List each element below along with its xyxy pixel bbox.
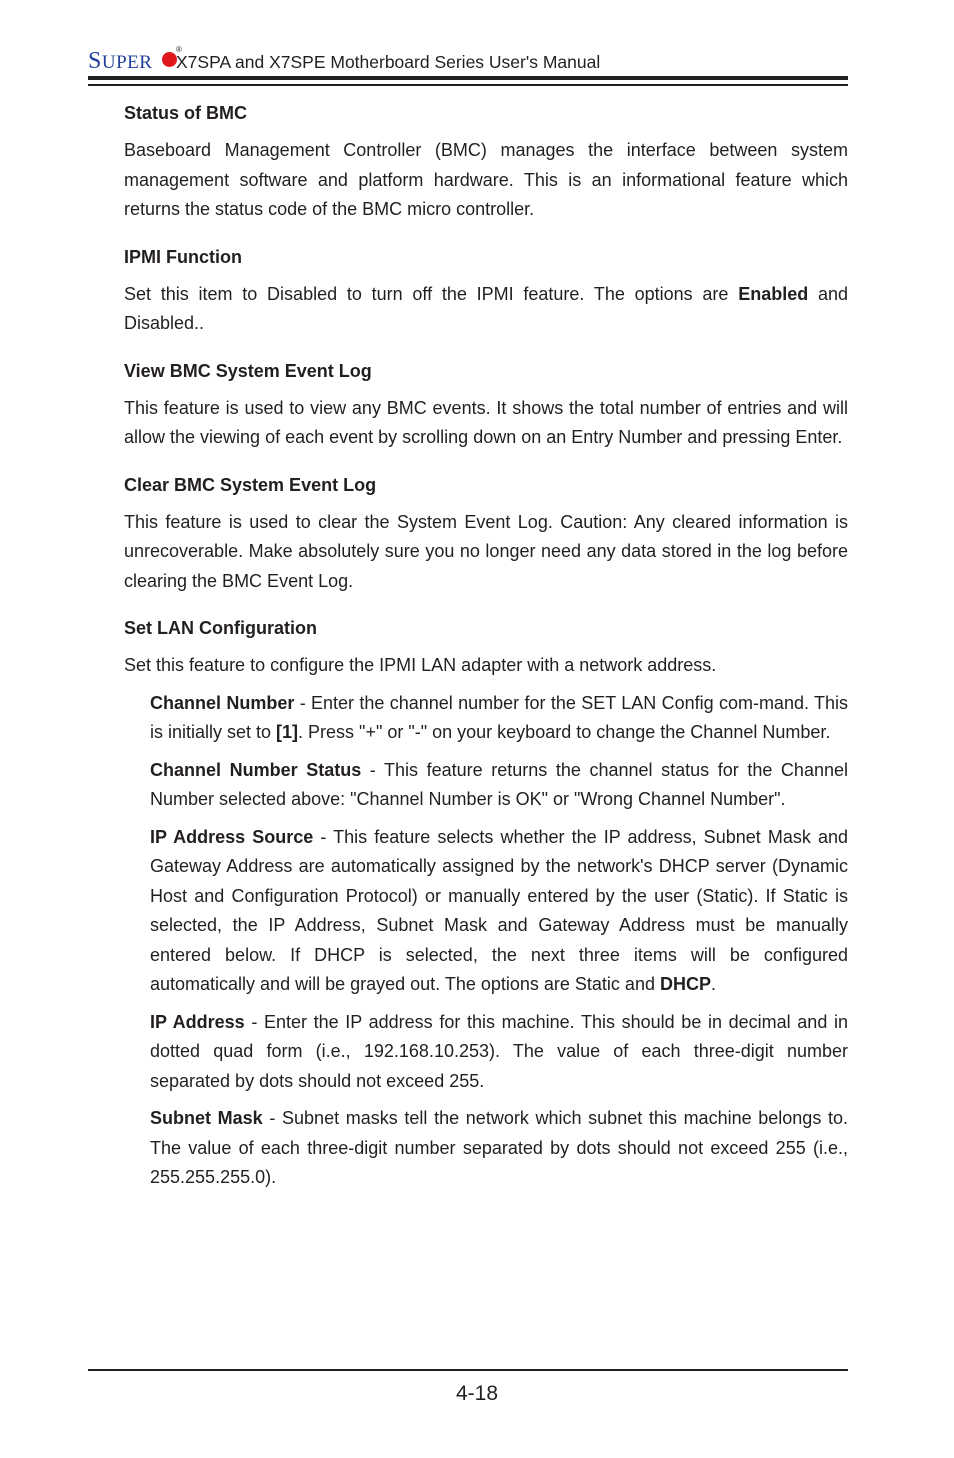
section-ipmi-function xyxy=(124,244,848,339)
logo-dot-icon xyxy=(162,52,177,67)
section-body: This feature is used to clear the System Event Log. Caution: Any cleared information is unrecoverable. Make absolutely sure you no longer need any data stored in the log before clearing the BMC Event Log. xyxy=(124,511,848,591)
header-rule-thick xyxy=(88,76,848,80)
registered-mark: ® xyxy=(176,45,182,54)
supermicro-logo: SUPER xyxy=(88,48,153,74)
section-heading: IPMI Function xyxy=(124,246,242,267)
manual-title: X7SPA and X7SPE Motherboard Series User's Manual xyxy=(176,52,601,72)
section-heading: View BMC System Event Log xyxy=(124,360,372,381)
section-lan-configuration xyxy=(124,615,848,1193)
section-heading: Status of BMC xyxy=(124,103,247,123)
section-body: Set this feature to configure the IPMI LAN adapter with a network address. xyxy=(124,655,717,675)
section-heading: Clear BMC System Event Log xyxy=(124,474,377,495)
section-clear-event-log xyxy=(124,472,848,597)
section-status-bmc xyxy=(124,100,848,225)
lan-subitems xyxy=(150,689,848,1193)
option-enabled: Enabled xyxy=(738,283,809,304)
item-ip-address: IP Address - Enter the IP address for this machine. This should be in decimal and in dotted quad form (i.e., 192.168.10.253). The value of each three-digit number separated by dots should not exceed 255. xyxy=(150,1011,848,1091)
item-subnet-mask: Subnet Mask - Subnet masks tell the network which subnet this machine belongs to. The value of each three-digit number separated by dots should not exceed 255 (i.e., 255.255.255.0). xyxy=(150,1108,849,1187)
section-view-event-log xyxy=(124,358,848,453)
item-ip-address-source: IP Address Source - This feature selects whether the IP address, Subnet Mask and Gateway Address are automatically assigned by the network's DHCP server (Dynamic Host and Configuration Protocol) or manually entered by the user (Static). If Static is selected, the IP Address, Subnet Mask and Gateway Address must be manually entered below. If DHCP is selected, the next three items will be configured automatically and will be grayed out. The options are Static and DHCP. xyxy=(150,826,848,994)
item-channel-number-status: Channel Number Status - This feature returns the channel status for the Channel Number selected above: "Channel Number is OK" or "Wrong Channel Number". xyxy=(150,759,848,809)
section-body: Set this item to Disabled to turn off the IPMI feature. The options are Enabled and Disabled.. xyxy=(124,283,848,333)
section-heading: Set LAN Configuration xyxy=(124,618,317,638)
item-channel-number: Channel Number - Enter the channel number for the SET LAN Config com-mand. This is initially set to [1]. Press "+" or "-" on your keyboard to change the Channel Number. xyxy=(150,692,848,742)
page-content xyxy=(124,100,848,1212)
section-body: Baseboard Management Controller (BMC) manages the interface between system management software and platform hardware. This is an informational feature which returns the status code of the BMC micro controller. xyxy=(124,140,848,219)
section-body: This feature is used to view any BMC events. It shows the total number of entries and will allow the viewing of each event by scrolling down on an Entry Number and pressing Enter. xyxy=(124,397,848,447)
header-rule-thin xyxy=(88,84,848,86)
footer-rule xyxy=(88,1369,848,1371)
page-number: 4-18 xyxy=(455,1382,499,1405)
